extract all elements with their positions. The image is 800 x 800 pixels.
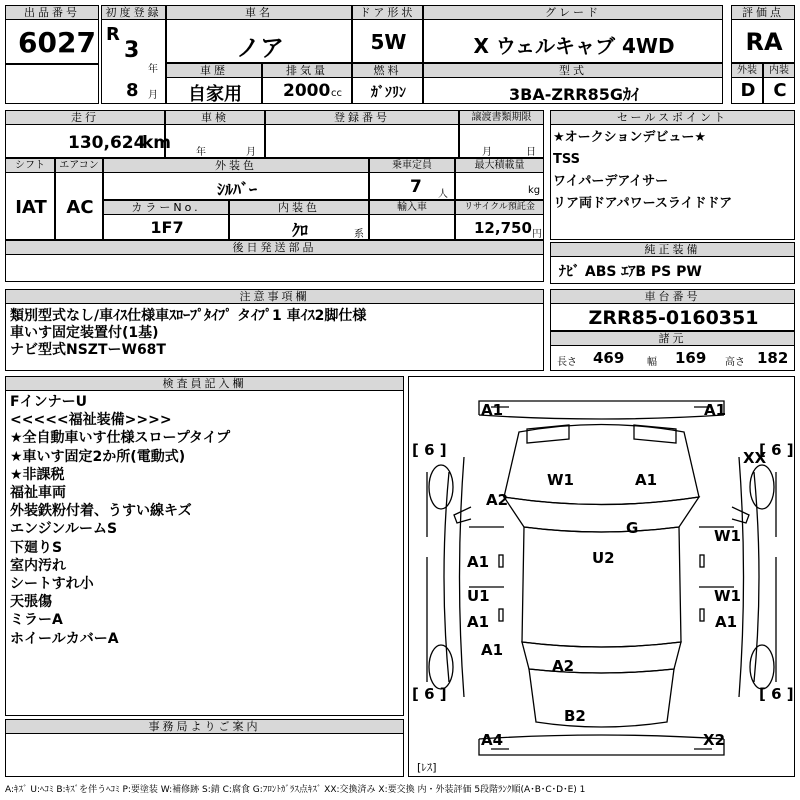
displacement-value: 2000 [283,81,331,101]
lot-empty [5,64,99,104]
equipment-label: 純正装備 [550,242,795,257]
sales-point-line: ワイパーデアイサー [553,174,669,189]
door-box [352,19,423,63]
notes-box [5,303,544,371]
displacement-label: 排気量 [262,63,352,78]
delivery-label: 後日発送部品 [5,240,544,255]
year-unit: 年 [148,64,158,75]
grade-value: X ウェルキャブ 4WD [473,34,675,58]
color-no-box [103,214,229,240]
sales-point-line: ★オークションデビュー★ [553,130,707,145]
ac-label: エアコン [55,158,103,173]
recycle-label: リサイクル預託金 [455,200,544,215]
car-outline-icon [409,377,794,776]
mark-w1-hood: W1 [547,471,574,489]
first-reg-box [101,19,166,104]
era: R [106,24,120,45]
inspector-line: ミラーA [10,612,63,629]
mark-res: [ﾚｽ] [417,761,437,774]
inspector-line: シートすれ小 [10,576,94,593]
inspector-line: ★非課税 [10,466,65,483]
chassis-label: 車台番号 [550,289,795,304]
fuel-value: ｶﾞｿﾘﾝ [371,85,406,101]
recycle-unit: 円 [532,229,542,240]
mark-a1-top-left: A1 [481,401,504,419]
first-reg-label: 初度登録 [101,5,166,20]
fuel-label: 燃料 [352,63,423,78]
inspector-line: FインナーU [10,394,87,410]
ext-color-box [103,172,369,200]
inspection-year: 年 [196,147,206,158]
ac-value: AC [66,197,94,218]
mark-six-upper-right: [ 6 ] [759,441,794,459]
load-label: 最大積載量 [455,158,544,173]
color-no-value: 1F7 [150,218,184,237]
inspector-line: 天張傷 [10,594,52,611]
model-value: 3BA-ZRR85Gｶｲ [509,85,639,104]
note-line: 車いす固定装置付(1基) [10,325,159,341]
inspection-month: 月 [246,147,256,158]
transfer-month: 月 [482,147,492,158]
recycle-box [455,214,544,240]
car-name: ノア [236,34,284,62]
inspector-label: 検査員記入欄 [5,376,404,391]
mileage-box [5,124,172,158]
ext-color-value: ｼﾙﾊﾞｰ [216,180,257,199]
reg-no-label: 登録番号 [265,110,459,125]
recycle-value: 12,750 [474,219,532,237]
sales-points-label: セールスポイント [550,110,795,125]
length-value: 469 [593,349,625,367]
sales-point-line: リア両ドアパワースライドドア [553,196,733,211]
mark-a1-right-mid: A1 [715,613,738,631]
load-box [455,172,544,200]
capacity-label: 乗車定員 [369,158,455,173]
mark-a4: A4 [481,731,504,749]
chassis-value: ZRR85-0160351 [588,307,759,329]
inspector-line: 福祉車両 [10,485,66,502]
mark-six-upper-left: [ 6 ] [412,441,447,459]
inspector-line: ★車いす固定2か所(電動式) [10,448,186,465]
inspector-line: ★全自動車いす仕様スロープタイプ [10,430,231,447]
width-value: 169 [675,349,707,367]
interior-value: C [773,80,787,101]
mark-a2-rear: A2 [552,657,575,675]
mileage-value: 130,624 [68,133,146,153]
transfer-label: 譲渡書類期限 [459,110,544,125]
delivery-box [5,254,544,282]
month-value: 8 [126,80,139,101]
grade-label: グレード [423,5,723,20]
int-color-unit: 系 [354,229,364,240]
exterior-box [731,77,763,104]
capacity-unit: 人 [438,189,448,200]
model-box [423,77,723,104]
dims-label: 諸元 [550,331,795,346]
door-label: ドア形状 [352,5,423,20]
damage-diagram [408,376,795,777]
office-box [5,733,404,777]
mark-g: G [626,519,639,537]
lot-box [5,19,99,64]
month-unit: 月 [148,90,158,101]
model-label: 型式 [423,63,723,78]
import-label: 輸入車 [369,200,455,215]
length-label: 長さ [557,357,577,368]
mark-xx: XX [743,449,767,467]
width-label: 幅 [647,357,657,368]
office-label: 事務局よりご案内 [5,719,404,734]
mark-six-lower-left: [ 6 ] [412,685,447,703]
door-value: 5W [370,30,407,54]
mark-a1-top-right: A1 [704,401,727,419]
score-label: 評価点 [731,5,795,20]
transfer-box [459,124,544,158]
mark-w1-right-front: W1 [714,527,741,545]
exterior-label: 外装 [731,63,763,78]
height-label: 高さ [725,357,745,368]
int-color-box [229,214,369,240]
color-no-label: カラーNo. [103,200,229,215]
displacement-unit: cc [331,88,342,99]
equipment-box [550,256,795,284]
height-value: 182 [757,349,789,367]
mileage-label: 走行 [5,110,165,125]
reg-no-box [265,124,459,158]
note-line: ナビ型式NSZTーW68T [10,342,166,358]
mark-six-lower-right: [ 6 ] [759,685,794,703]
mark-u2-roof: U2 [592,549,615,567]
history-box [166,77,262,104]
sales-point-line: TSS [553,152,581,167]
ac-box [55,172,103,240]
history-label: 車歴 [166,63,262,78]
inspector-box [5,390,404,716]
mark-b2: B2 [564,707,586,725]
note-line: 類別型式なし/車ｲｽ仕様車ｽﾛｰﾌﾟﾀｲﾌﾟ タｲﾌﾟ1 車ｲｽ2脚仕様 [10,308,367,324]
grade-box [423,19,723,63]
exterior-value: D [740,80,756,101]
equipment-value: ﾅﾋﾞ ABS ｴｱB PS PW [559,264,702,280]
shift-value: IAT [15,197,47,218]
history-value: 自家用 [188,84,242,105]
load-unit: kg [528,185,541,196]
int-color-value: ｸﾛ [291,221,308,240]
lot-label: 出品番号 [5,5,99,20]
legend: A:ｷｽﾞ U:ﾍｺﾐ B:ｷｽﾞを伴うﾍｺﾐ P:要塗装 W:補修跡 S:錆 C:腐食 G:ﾌﾛﾝﾄｶﾞﾗｽ点ｷｽﾞ XX:交換済み X:要交換 内・外装評価 5段階ﾗﾝｸ順(A･B･C･D･E) 1 [5,785,586,795]
shift-label: シフト [5,158,55,173]
mark-a1-left-mid: A1 [467,613,490,631]
mark-a1-left-rear: A1 [481,641,504,659]
chassis-box [550,303,795,331]
lot-number: 6027 [18,26,96,59]
score-value: RA [745,28,783,56]
mark-a1-hood: A1 [635,471,658,489]
dims-box [550,345,795,371]
import-box [369,214,455,240]
inspector-line: <<<<<福祉装備>>>> [10,412,172,429]
inspector-line: ホイールカバーA [10,630,119,647]
inspection-box [165,124,265,158]
mark-a2-left: A2 [486,491,509,509]
inspector-line: 下廻りS [10,539,63,556]
transfer-day: 日 [526,147,536,158]
mileage-unit: km [142,133,172,153]
mark-u1-left: U1 [467,587,490,605]
capacity-box [369,172,455,200]
sales-points-box [550,124,795,240]
car-name-label: 車名 [166,5,352,20]
notes-label: 注意事項欄 [5,289,544,304]
inspection-label: 車検 [165,110,265,125]
int-color-label: 内装色 [229,200,369,215]
fuel-box [352,77,423,104]
displacement-box [262,77,352,104]
interior-label: 内装 [763,63,795,78]
inspector-line: 外装鉄粉付着、うすい線キズ [10,503,192,520]
ext-color-label: 外装色 [103,158,369,173]
mark-x2: X2 [703,731,726,749]
interior-box [763,77,795,104]
score-box [731,19,795,63]
capacity-value: 7 [410,177,422,197]
inspector-line: エンジンルームS [10,521,118,538]
year-value: 3 [124,38,140,63]
shift-box [5,172,55,240]
inspector-line: 室内汚れ [10,557,66,574]
car-name-box [166,19,352,63]
mark-w1-right-rear: W1 [714,587,741,605]
mark-a1-left-front: A1 [467,553,490,571]
